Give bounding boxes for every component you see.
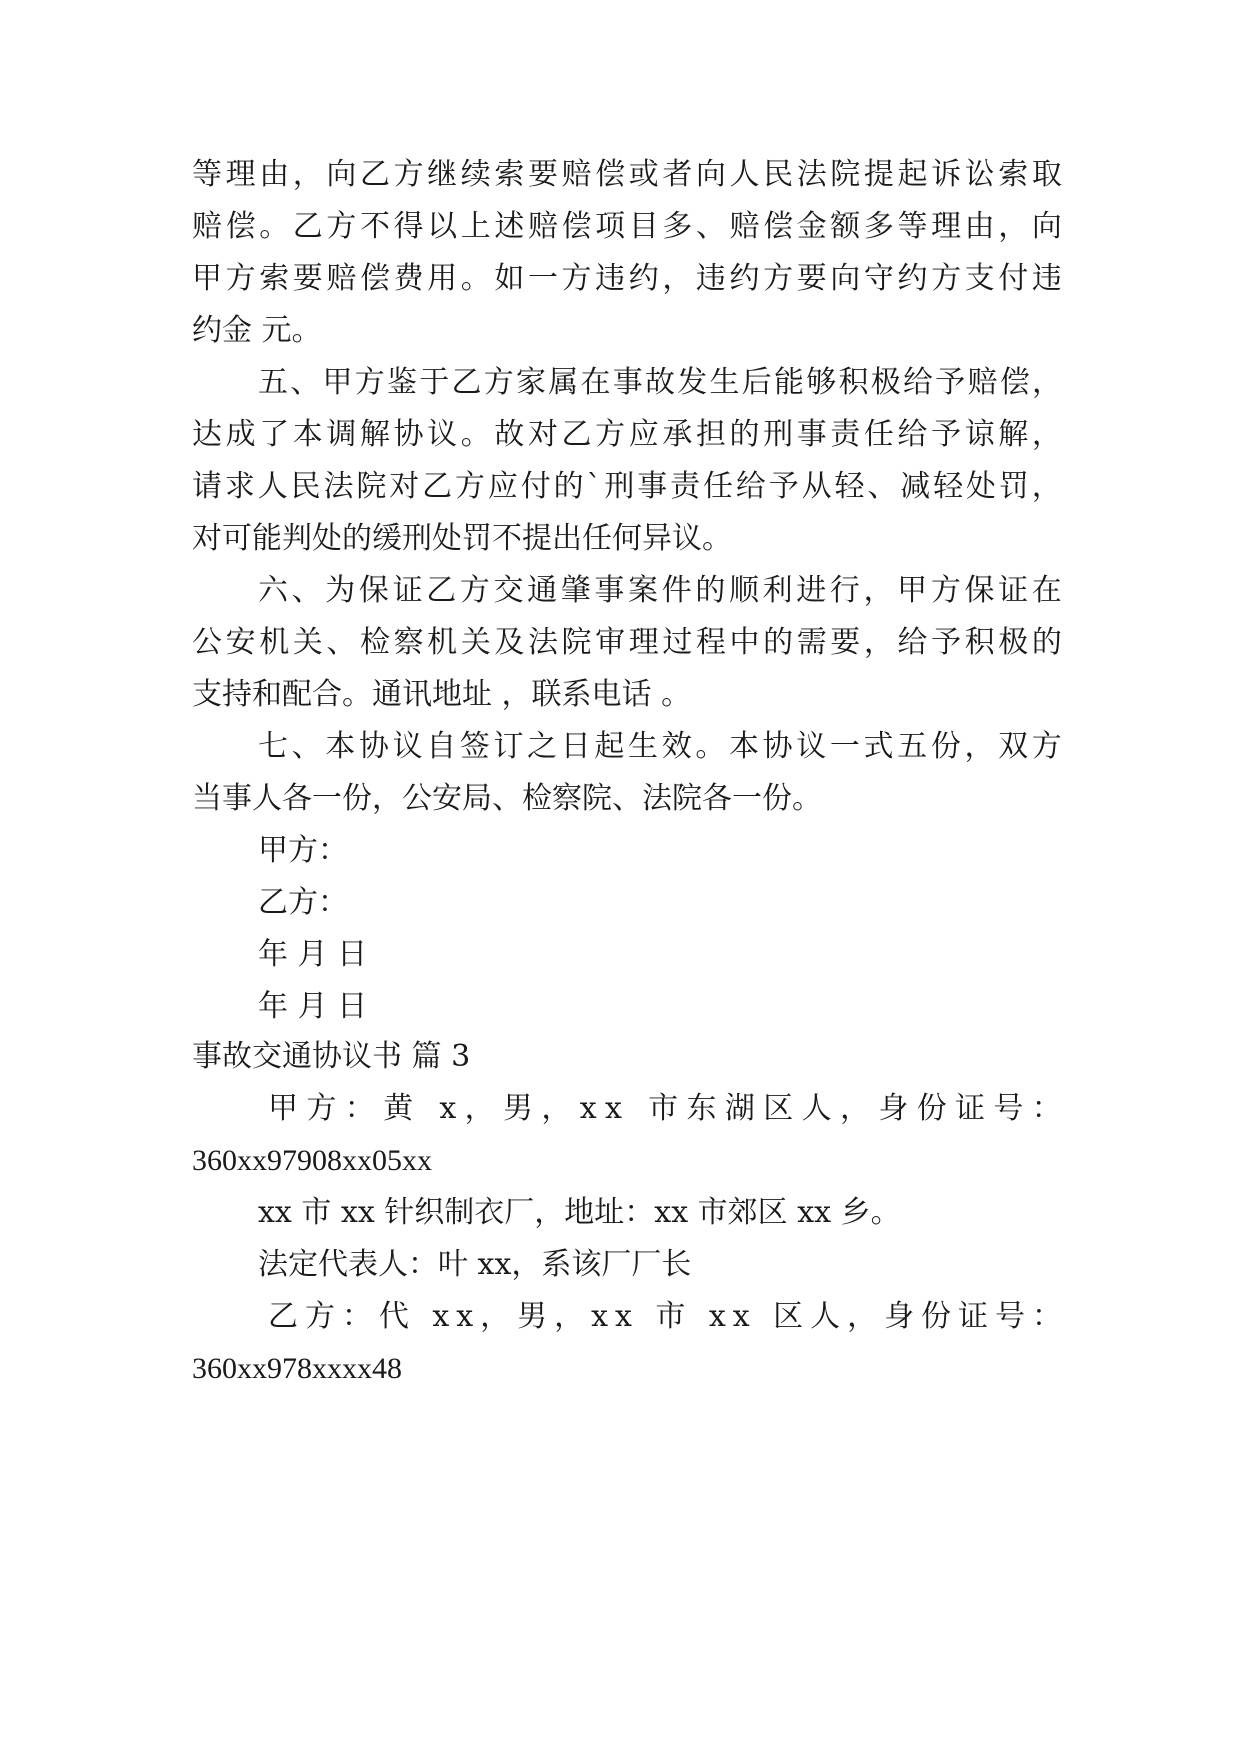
clause-seven-line: 七 、 本 协 议 自 签 订 之 日 起 生 效 。 本 协 议 一 式 五 份 ， 双 方 — [258, 729, 1062, 764]
paragraph-line: 对可能判处的缓刑处罚不提出任何异议。 — [192, 521, 732, 556]
paragraph-line: 当事人各一份，公安局、检察院、法院各一份。 — [192, 781, 822, 816]
party-b-info-line: 乙 方 ： 代 x x ， 男 ， x x 市 x x 区 人 ， 身 份 证 号 ： — [268, 1299, 1062, 1334]
party-a-id-number: 360xx97908xx05xx — [192, 1144, 432, 1177]
party-b-signature-label: 乙方： — [258, 885, 348, 920]
section-heading: 事故交通协议书 篇 3 — [192, 1039, 471, 1074]
contact-line: 支持和配合。通讯地址 ，联系电话 。 — [192, 677, 692, 712]
paragraph-line: 赔 偿 。 乙 方 不 得 以 上 述 赔 偿 项 目 多 、 赔 偿 金 额 多 等 理 由 ， 向 — [192, 209, 1062, 244]
paragraph-line: 公 安 机 关 、 检 察 机 关 及 法 院 审 理 过 程 中 的 需 要 ， 给 予 积 极 的 — [192, 625, 1062, 660]
clause-five-line: 五 、 甲 方 鉴 于 乙 方 家 属 在 事 故 发 生 后 能 够 积 极 给 予 赔 偿 ， — [258, 365, 1062, 400]
paragraph-line: 达 成 了 本 调 解 协 议 。 故 对 乙 方 应 承 担 的 刑 事 责 任 给 予 谅 解 ， — [192, 417, 1062, 452]
date-line: 年 月 日 — [258, 937, 368, 972]
paragraph-line: 等 理 由 ， 向 乙 方 继 续 索 要 赔 偿 或 者 向 人 民 法 院 提 起 诉 讼 索 取 — [192, 157, 1062, 192]
party-a-info-line: 甲 方 ： 黄 x ， 男 ， x x 市 东 湖 区 人 ， 身 份 证 号 ： — [268, 1091, 1062, 1126]
paragraph-line: 约金 元。 — [192, 313, 322, 348]
date-line: 年 月 日 — [258, 989, 368, 1024]
factory-address-line: xx 市 xx 针织制衣厂，地址：xx 市郊区 xx 乡。 — [258, 1195, 901, 1230]
paragraph-line: 甲 方 索 要 赔 偿 费 用 。 如 一 方 违 约 ， 违 约 方 要 向 守 约 方 支 付 违 — [192, 261, 1062, 296]
legal-representative-line: 法定代表人：叶 xx，系该厂厂长 — [258, 1247, 692, 1282]
clause-six-line: 六 、 为 保 证 乙 方 交 通 肇 事 案 件 的 顺 利 进 行 ， 甲 方 保 证 在 — [258, 573, 1062, 608]
party-a-signature-label: 甲方： — [258, 833, 348, 868]
paragraph-line: 请 求 人 民 法 院 对 乙 方 应 付 的 ` 刑 事 责 任 给 予 从 轻 、 减 轻 处 罚 ， — [192, 469, 1062, 504]
party-b-id-number: 360xx978xxxx48 — [192, 1352, 402, 1385]
